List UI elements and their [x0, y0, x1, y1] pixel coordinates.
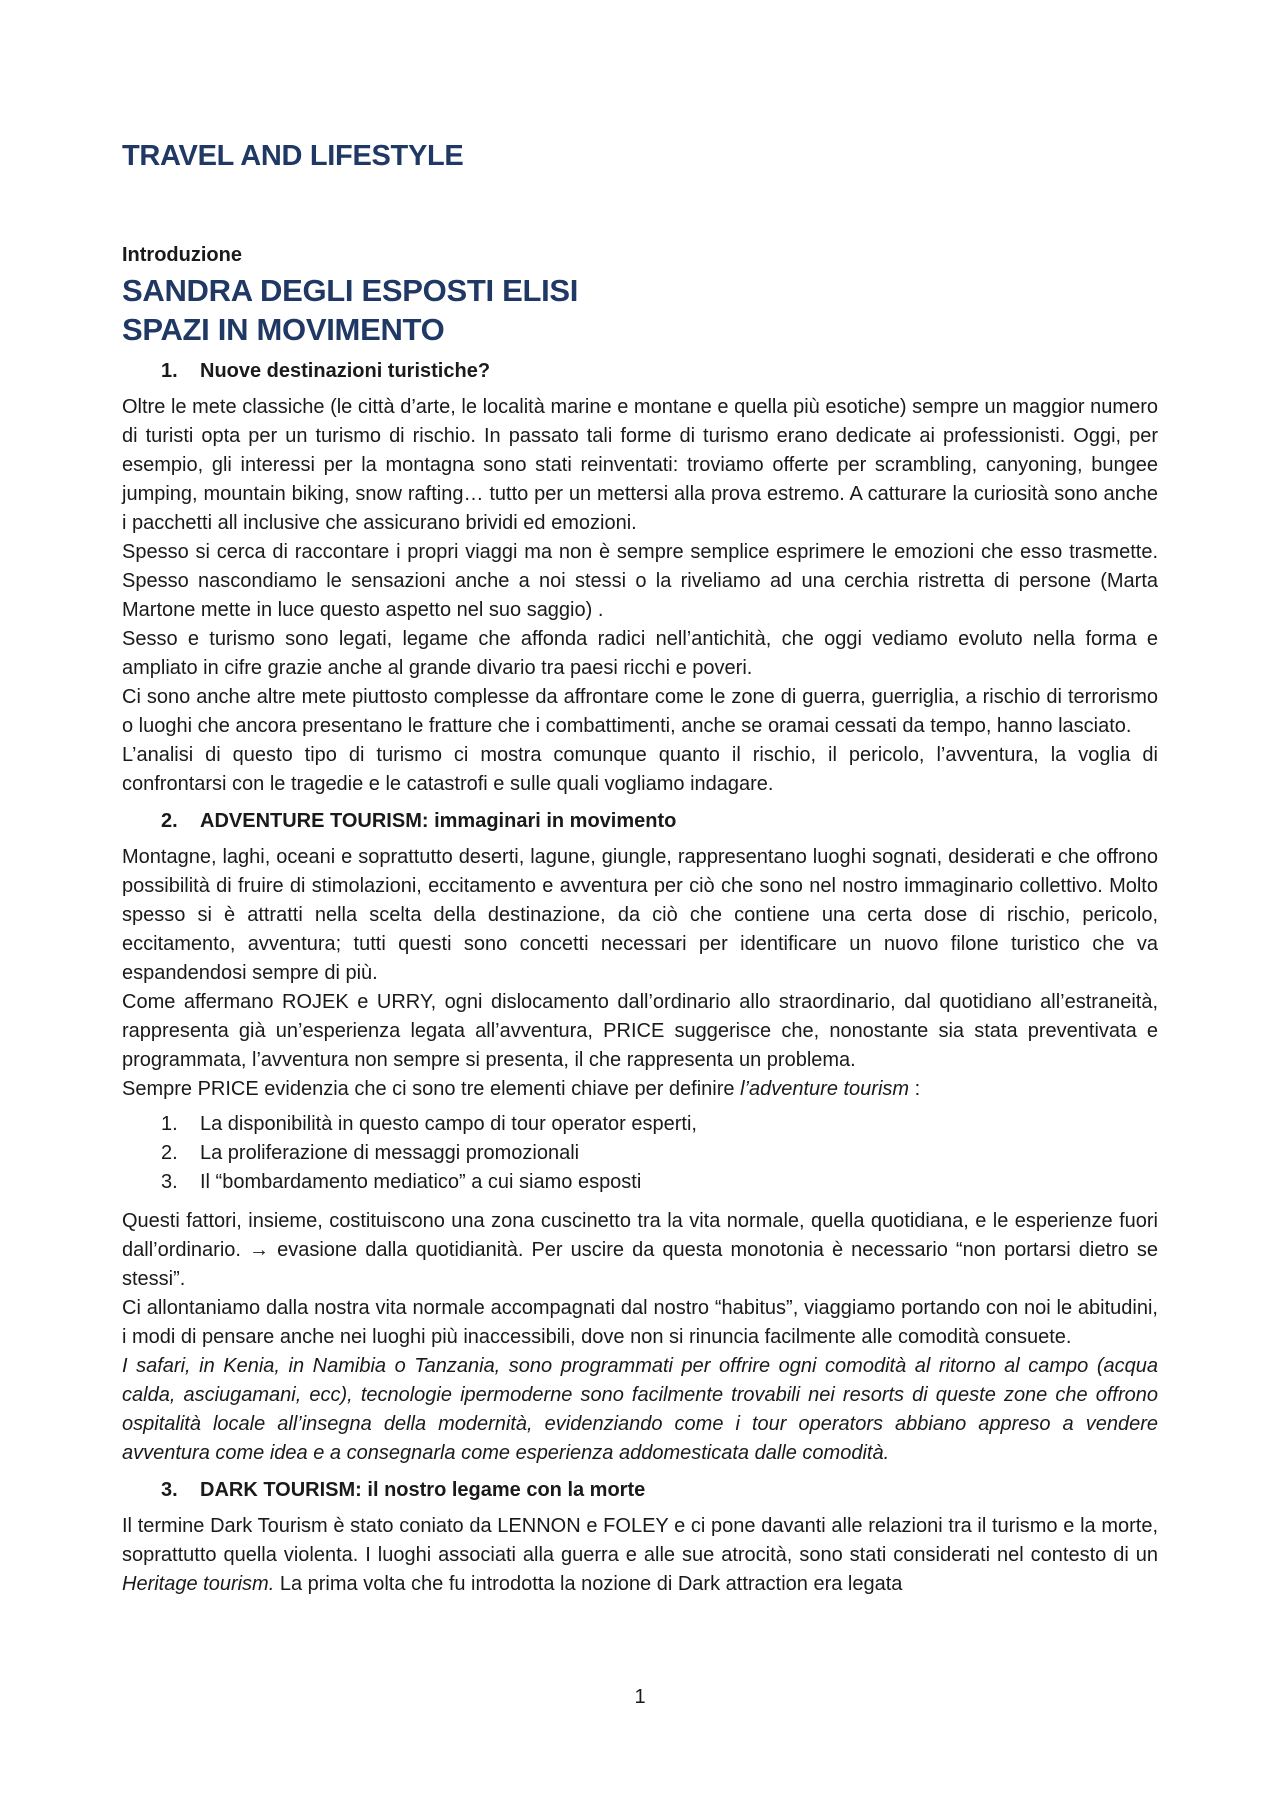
paragraph: Come affermano ROJEK e URRY, ogni dislocamento dall’ordinario allo straordinario, dal quotidiano all’estraneità, rappresenta già un’esperienza legata all’avventura, PRICE suggerisce che, nonostante sia stata preventivata e programmata, l’avventura non sempre si presenta, il che rappresenta un problema.: [122, 991, 1158, 1071]
lead-in-tail: :: [909, 1078, 921, 1100]
italic-paragraph: I safari, in Kenia, in Namibia o Tanzania, sono programmati per offrire ogni comodità al ritorno al campo (acqua calda, asciugamani, ecc), tecnologie ipermoderne sono facilmente trovabili nei resorts di queste zone che offrono ospitalità locale all’insegna della modernità, evidenziando come i tour operators abbiano appreso a vendere avventura come idea e a consegnarla come esperienza addomesticata dalle comodità.: [122, 1355, 1158, 1464]
section-number: 3.: [161, 1479, 178, 1501]
paragraph-emphasis: Heritage tourism.: [122, 1573, 275, 1595]
author-heading: SANDRA DEGLI ESPOSTI ELISI: [122, 273, 579, 308]
paragraph-text: Il termine Dark Tourism è stato coniato da LENNON e FOLEY e ci pone davanti alle relazioni tra il turismo e la morte, soprattutto quella violenta. I luoghi associati alla guerra e alle sue atrocità, sono stati considerati nel contesto di un: [122, 1515, 1158, 1566]
paragraph: Ci allontaniamo dalla nostra vita normale accompagnati dal nostro “habitus”, viaggiamo portando con noi le abitudini, i modi di pensare anche nei luoghi più inaccessibili, dove non si rinuncia facilmente alle comodità consuete.: [122, 1297, 1158, 1348]
section-title: ADVENTURE TOURISM: immaginari in movimento: [200, 810, 677, 832]
list-item: 1. La disponibilità in questo campo di tour operator esperti,: [122, 1110, 1158, 1139]
intro-label: Introduzione: [122, 244, 242, 266]
paragraph: Sesso e turismo sono legati, legame che affonda radici nell’antichità, che oggi vediamo evoluto nella forma e ampliato in cifre grazie anche al grande divario tra paesi ricchi e poveri.: [122, 628, 1158, 679]
lead-in-text: Sempre PRICE evidenzia che ci sono tre elementi chiave per definire: [122, 1078, 741, 1100]
paragraph: [122, 1512, 1158, 1599]
section-title: DARK TOURISM: il nostro legame con la morte: [200, 1479, 646, 1501]
section-heading-1: [122, 357, 1158, 385]
paragraph-tail: La prima volta che fu introdotta la nozione di Dark attraction era legata: [274, 1573, 903, 1595]
section-number: 1.: [161, 360, 178, 382]
lead-in-paragraph: [122, 1075, 1158, 1104]
page-content: [122, 130, 1158, 1607]
key-elements-list: [122, 1110, 1158, 1197]
list-item-text: La proliferazione di messaggi promozionali: [200, 1142, 580, 1164]
paragraph: Montagne, laghi, oceani e soprattutto deserti, lagune, giungle, rappresentano luoghi sognati, desiderati e che offrono possibilità di fruire di stimolazioni, eccitamento e avventura per ciò che sono nel nostro immaginario collettivo. Molto spesso si è attratti nella scelta della destinazione, da ciò che contiene una certa dose di rischio, pericolo, eccitamento, avventura; tutti questi sono concetti necessari per identificare un nuovo filone turistico che va espandendosi sempre di più.: [122, 846, 1158, 984]
page-number: 1: [634, 1686, 646, 1708]
section-1-body: [122, 393, 1158, 799]
section-2-body: [122, 843, 1158, 1468]
paragraph: Spesso si cerca di raccontare i propri viaggi ma non è sempre semplice esprimere le emozioni che esso trasmette. Spesso nascondiamo le sensazioni anche a noi stessi o la riveliamo ad una cerchia ristretta di persone (Marta Martone mette in luce questo aspetto nel suo saggio) .: [122, 541, 1158, 621]
section-3-body: [122, 1512, 1158, 1599]
section-number: 2.: [161, 810, 178, 832]
section-title: Nuove destinazioni turistiche?: [200, 360, 491, 382]
paragraph: Oltre le mete classiche (le città d’arte, le località marine e montane e quella più esotiche) sempre un maggior numero di turisti opta per un turismo di rischio. In passato tali forme di turismo erano dedicate ai professionisti. Oggi, per esempio, gli interessi per la montagna sono stati reinventati: troviamo offerte per scrambling, canyoning, bungee jumping, mountain biking, snow rafting… tutto per un mettersi alla prova estremo. A catturare la curiosità sono anche i pacchetti all inclusive che assicurano brividi ed emozioni.: [122, 396, 1158, 534]
chapter-subtitle: SPAZI IN MOVIMENTO: [122, 312, 445, 347]
section-heading-3: [122, 1476, 1158, 1504]
list-item: 3. Il “bombardamento mediatico” a cui siamo esposti: [122, 1168, 1158, 1197]
paragraph: Ci sono anche altre mete piuttosto complesse da affrontare come le zone di guerra, guerriglia, a rischio di terrorismo o luoghi che ancora presentano le fratture che i combattimenti, anche se oramai cessati da tempo, hanno lasciato.: [122, 686, 1158, 737]
list-item-text: La disponibilità in questo campo di tour operator esperti,: [200, 1113, 697, 1135]
section-heading-2: [122, 807, 1158, 835]
document-title: TRAVEL AND LIFESTYLE: [122, 140, 464, 172]
list-item: 2. La proliferazione di messaggi promozionali: [122, 1139, 1158, 1168]
paragraph: L’analisi di questo tipo di turismo ci mostra comunque quanto il rischio, il pericolo, l’avventura, la voglia di confrontarsi con le tragedie e le catastrofi e sulle quali vogliamo indagare.: [122, 744, 1158, 795]
list-item-text: Il “bombardamento mediatico” a cui siamo esposti: [200, 1171, 642, 1193]
paragraph: Questi fattori, insieme, costituiscono una zona cuscinetto tra la vita normale, quella quotidiana, e le esperienze fuori dall’ordinario. → evasione dalla quotidianità. Per uscire da questa monotonia è necessario “non portarsi dietro se stessi”.: [122, 1210, 1158, 1290]
lead-in-emphasis: l’adventure tourism: [740, 1078, 910, 1100]
